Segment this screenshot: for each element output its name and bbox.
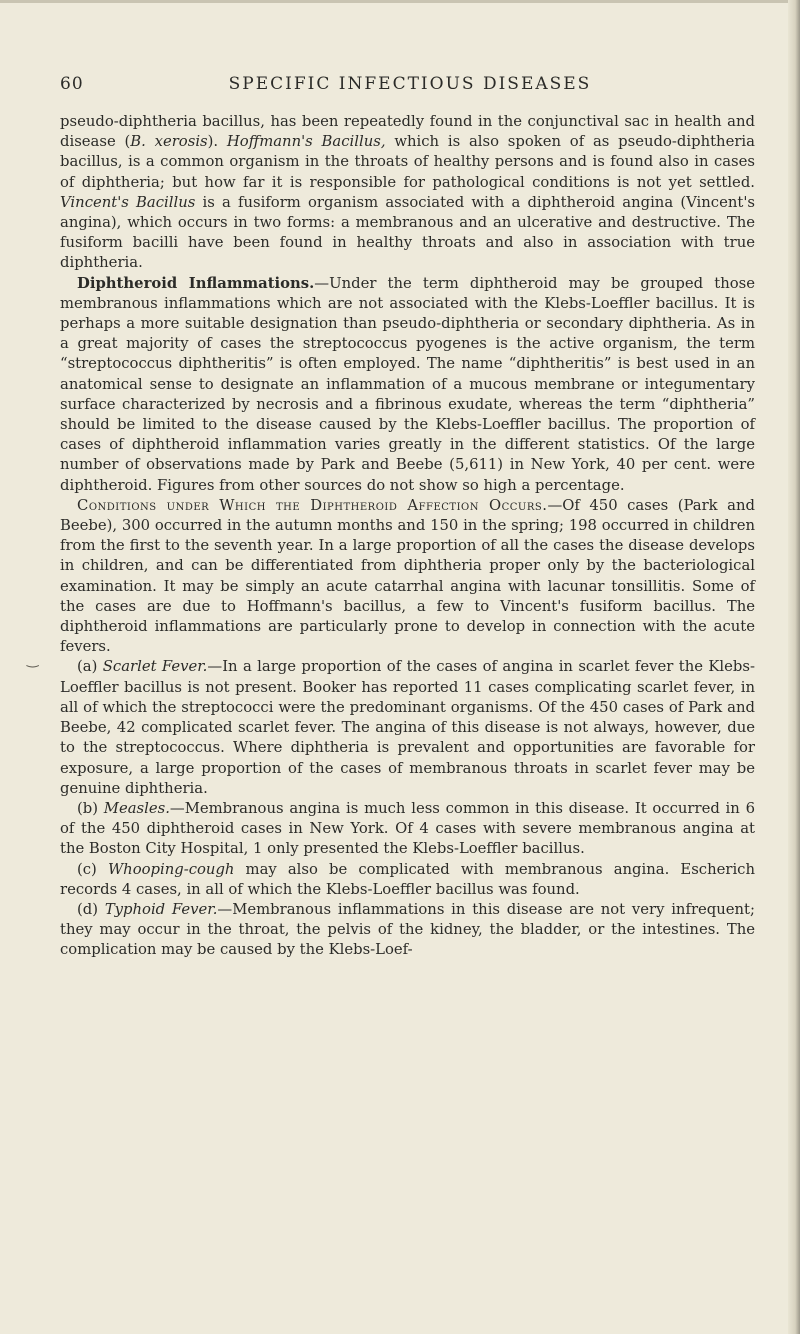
list-label: (c) — [77, 860, 97, 878]
margin-mark: ‿ — [27, 652, 39, 668]
paragraph-diphtheroid-inflammations: Diphtheroid Inflammations.—Under the term diphtheroid may be grouped those membranous inflammations which are not associated with the Klebs-Loeffler bacillus. It is perhaps a more suitable designation than pseudo-diphtheria or secondary diphtheria. As in a great majority of cases the streptococcus pyogenes is the active organism, the term “streptococcus diphtheritis” is often employed. The name “diphtheritis” is best used in an anatomical sense to designate an inflammation of a mucous membrane or integumentary surface characterized by necrosis and a fibrinous exudate, whereas the term “diphtheria” should be limited to the disease caused by the Klebs-Loeffler bacillus. The proportion of cases of diphtheroid inflammation varies greatly in the different statistics. Of the large number of observations made by Park and Beebe (5,611) in New York, 40 per cent. were diphtheroid. Figures from other sources do not show so high a percentage. — [60, 274, 755, 494]
paragraph-bacilli: pseudo-diphtheria bacillus, has been repeatedly found in the conjunctival sac in health and disease (B. xerosis). Hoffmann's Bacillus, which is also spoken of as pseudo-diphtheria bacillus, is a common organism in the throats of healthy persons and is found also in cases of diphtheria; but how far it is responsible for pathological conditions is not yet settled. Vincent's Bacillus is a fusiform organism associated with a diphtheroid angina (Vincent's angina), which occurs in two forms: a membranous and an ulcerative and destructive. The fusiform bacilli have been found in healthy throats and also in association with true diphtheria. — [60, 113, 755, 272]
running-title: SPECIFIC INFECTIOUS DISEASES — [228, 74, 592, 94]
list-label: (a) — [77, 658, 98, 676]
subsection-heading: Typhoid Fever. — [104, 900, 218, 918]
page-binding-edge — [788, 0, 800, 1334]
subsection-heading: Scarlet Fever. — [102, 658, 208, 676]
paragraph-conditions: Conditions under Which the Diphtheroid Affection Occurs.—Of 450 cases (Park and Beebe), 300 occurred in the autumn months and 150 in the spring; 198 occurred in children from the first to the seventh year. In a large proportion of all the cases the disease develops in children, and can be differentiated from diphtheria proper only by the bacteriological examination. It may be simply an acute catarrhal angina with lacunar tonsillitis. Some of the cases are due to Hoffmann's bacillus, a few to Vincent's fusiform bacillus. The diphtheroid inflammations are particularly prone to develop in connection with the acute fevers. — [60, 496, 755, 656]
paragraph-typhoid-fever: (d) Typhoid Fever.—Membranous inflammations in this disease are not very infrequent; they may occur in the throat, the pelvis of the kidney, the bladder, or the intestines. The complication may be caused by the Klebs-Loef- — [60, 900, 755, 959]
paragraph-measles: (b) Measles.—Membranous angina is much less common in this disease. It occurred in 6 of the 450 diphtheroid cases in New York. Of 4 cases with severe membranous angina at the Boston City Hospital, 1 only presented the Klebs-Loeffler bacillus. — [60, 799, 755, 858]
page-number: 60 — [60, 74, 84, 94]
section-heading: Conditions under Which the Diphtheroid Affection Occurs. — [77, 496, 548, 514]
paragraph-scarlet-fever: (a) Scarlet Fever.—In a large proportion of the cases of angina in scarlet fever the Klebs-Loeffler bacillus is not present. Booker has reported 11 cases complicating scarlet fever, in all of which the streptococci were the predominant organisms. Of the 450 cases of Park and Beebe, 42 complicated scarlet fever. The angina of this disease is not always, however, due to the streptococcus. Where diphtheria is prevalent and opportunities are favorable for exposure, a large proportion of the cases of membranous throats in scarlet fever may be genuine diphtheria. — [60, 658, 755, 797]
list-label: (b) — [77, 799, 99, 817]
paragraph-whooping-cough: (c) Whooping-cough may also be complicated with membranous angina. Escherich records 4 cases, in all of which the Klebs-Loeffler bacillus was found. — [60, 860, 755, 898]
section-heading: Diphtheroid Inflammations. — [77, 274, 315, 292]
subsection-heading: Measles. — [103, 799, 170, 817]
list-label: (d) — [77, 900, 99, 918]
body-text — [60, 112, 755, 961]
page-header — [60, 74, 760, 100]
page-top-edge — [0, 0, 800, 3]
subsection-heading: Whooping-cough — [107, 860, 235, 878]
